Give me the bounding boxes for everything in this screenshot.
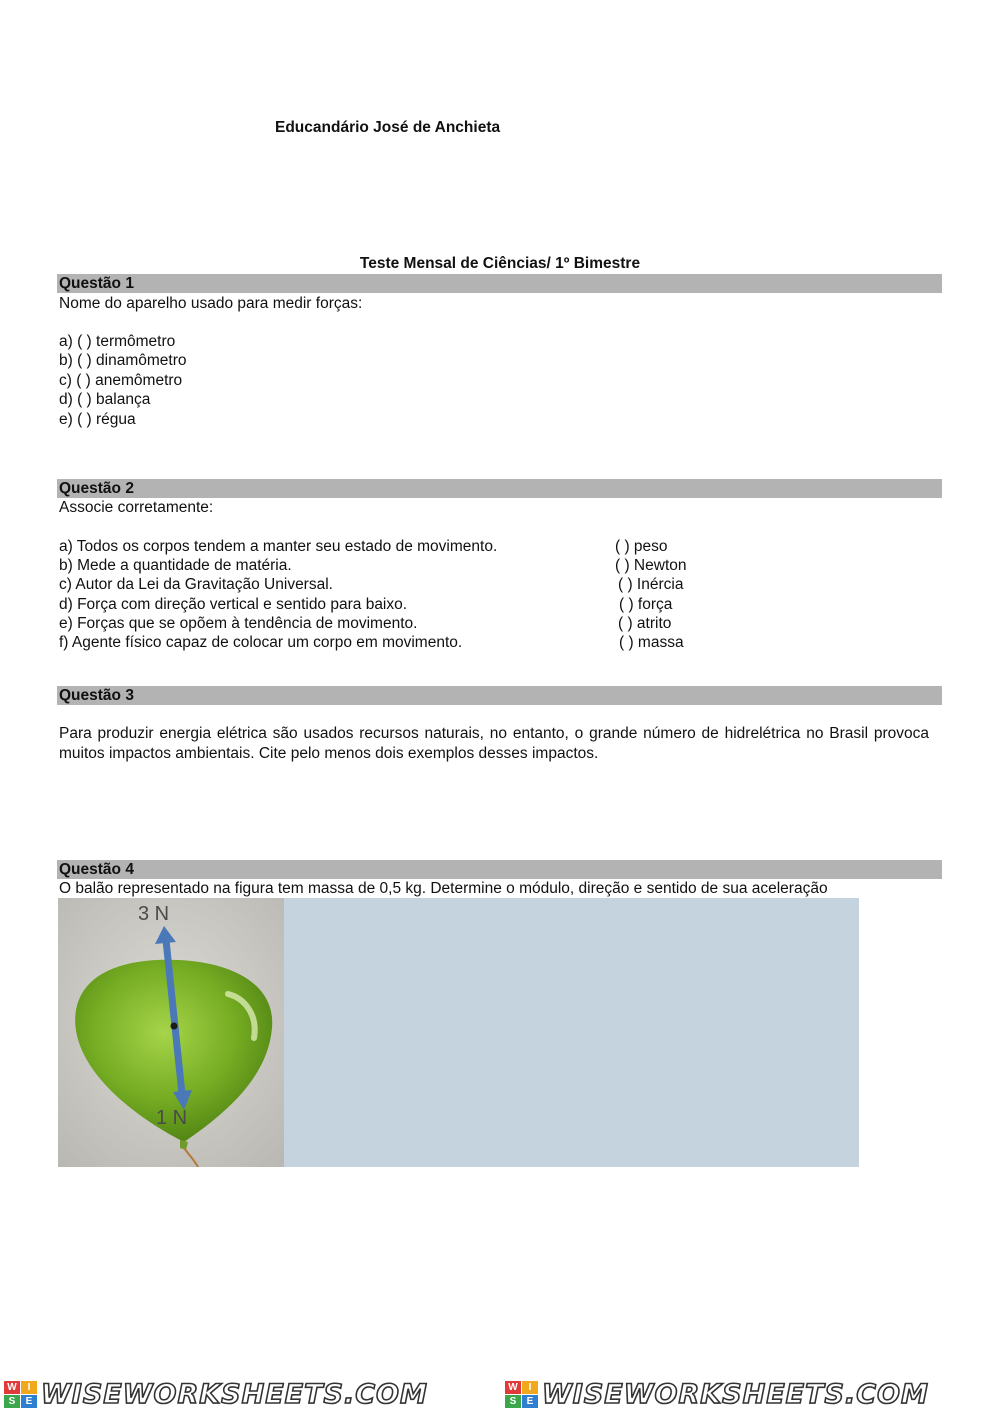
question-3-text: Para produzir energia elétrica são usados recursos naturais, no entanto, o grande número de hidrelétrica no Brasil provoca muitos impactos ambientais. Cite pelo menos dois exemplos desses impactos.: [59, 725, 929, 762]
association-statement: e) Forças que se opõem à tendência de movimento.: [59, 614, 418, 632]
brand-logo-icon: W I S E: [505, 1381, 538, 1408]
association-statement: d) Força com direção vertical e sentido para baixo.: [59, 595, 408, 613]
association-row: [59, 556, 939, 575]
question-1-prompt: Nome do aparelho usado para medir forças:: [59, 295, 363, 312]
school-name: Educandário José de Anchieta: [275, 119, 501, 136]
brand-text: WISEWORKSHEETS.COM: [41, 1378, 428, 1410]
association-row: [59, 614, 939, 633]
association-list: [59, 537, 939, 652]
question-1-header: Questão 1: [57, 274, 942, 293]
question-4-header: Questão 4: [57, 860, 942, 879]
option-d: d) ( ) balança: [59, 391, 151, 409]
association-row: [59, 633, 939, 652]
force-down-label: 1 N: [156, 1107, 188, 1129]
option-c: c) ( ) anemômetro: [59, 371, 183, 389]
brand-logo-icon: W I S E: [4, 1381, 37, 1408]
association-term: ( ) atrito: [618, 614, 672, 632]
balloon-figure: [58, 898, 284, 1167]
brand-text: WISEWORKSHEETS.COM: [542, 1378, 929, 1410]
test-title: Teste Mensal de Ciências/ 1º Bimestre: [359, 255, 641, 272]
association-row: [59, 595, 939, 614]
association-term: ( ) força: [619, 595, 673, 613]
footer-brand-1: [4, 1378, 428, 1410]
association-statement: c) Autor da Lei da Gravitação Universal.: [59, 576, 333, 594]
association-statement: b) Mede a quantidade de matéria.: [59, 557, 292, 575]
association-term: ( ) massa: [619, 633, 684, 651]
option-b: b) ( ) dinamômetro: [59, 352, 187, 370]
association-statement: f) Agente físico capaz de colocar um corpo em movimento.: [59, 633, 463, 651]
force-up-label: 3 N: [138, 903, 170, 925]
association-row: [59, 537, 939, 556]
association-statement: a) Todos os corpos tendem a manter seu estado de movimento.: [59, 538, 498, 555]
question-3-header: Questão 3: [57, 686, 942, 705]
association-term: ( ) Inércia: [618, 576, 684, 594]
question-2-prompt: Associe corretamente:: [59, 499, 214, 516]
association-row: [59, 575, 939, 594]
option-e: e) ( ) régua: [59, 410, 136, 428]
question-2-header: Questão 2: [57, 479, 942, 498]
association-term: ( ) Newton: [615, 557, 687, 575]
footer-watermark: [0, 1378, 1000, 1410]
question-1-options: [59, 332, 186, 429]
option-a: a) ( ) termômetro: [59, 333, 176, 350]
footer-brand-2: [505, 1378, 929, 1410]
question-4-prompt: O balão representado na figura tem massa de 0,5 kg. Determine o módulo, direção e sentido de sua aceleração: [59, 880, 828, 897]
association-term: ( ) peso: [615, 538, 668, 555]
